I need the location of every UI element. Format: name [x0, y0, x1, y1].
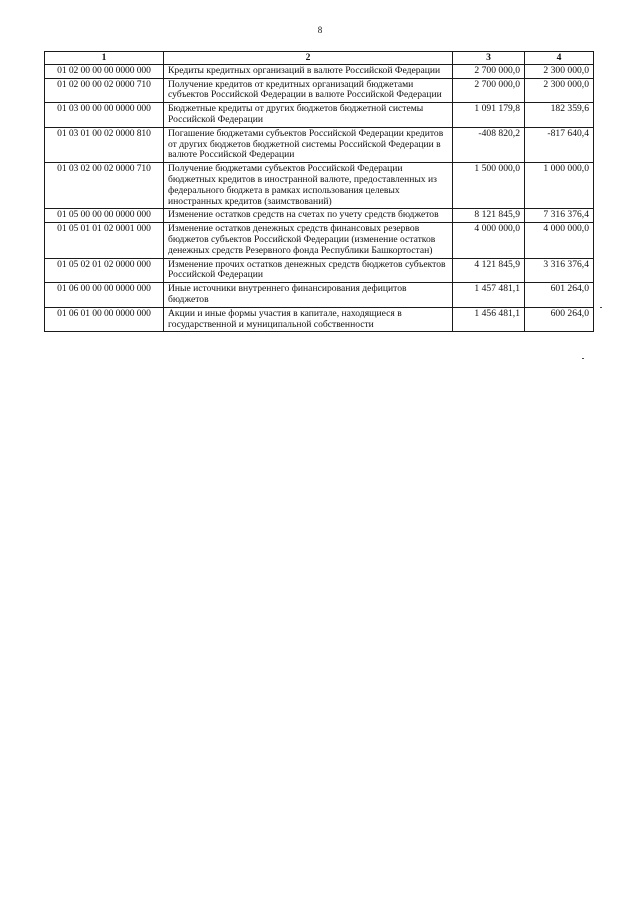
budget-code-cell: 01 05 00 00 00 0000 000 [45, 209, 164, 223]
budget-code-cell: 01 06 01 00 00 0000 000 [45, 307, 164, 332]
item-name-cell: Погашение бюджетами субъектов Российской Федерации кредитов от других бюджетов бюджетной системы Российской Федерации в валюте Российской Федерации [164, 127, 453, 162]
column-header-3: 3 [453, 52, 525, 65]
scan-speck [600, 307, 602, 308]
table-row [45, 127, 594, 162]
table-row [45, 283, 594, 308]
budget-code-cell: 01 03 02 00 02 0000 710 [45, 163, 164, 209]
amount-column-3-cell: 4 000 000,0 [453, 223, 525, 258]
amount-column-3-cell: 2 700 000,0 [453, 78, 525, 103]
amount-column-4-cell: 601 264,0 [525, 283, 594, 308]
item-name-cell: Кредиты кредитных организаций в валюте Российской Федерации [164, 64, 453, 78]
amount-column-4-cell: 182 359,6 [525, 103, 594, 128]
budget-sources-table [44, 51, 594, 332]
amount-column-4-cell: 2 300 000,0 [525, 64, 594, 78]
table-row [45, 163, 594, 209]
amount-column-3-cell: -408 820,2 [453, 127, 525, 162]
budget-code-cell: 01 06 00 00 00 0000 000 [45, 283, 164, 308]
budget-code-cell: 01 02 00 00 00 0000 000 [45, 64, 164, 78]
item-name-cell: Получение кредитов от кредитных организаций бюджетами субъектов Российской Федерации в валюте Российской Федерации [164, 78, 453, 103]
table-row [45, 223, 594, 258]
budget-code-cell: 01 02 00 00 02 0000 710 [45, 78, 164, 103]
item-name-cell: Акции и иные формы участия в капитале, находящиеся в государственной и муниципальной собственности [164, 307, 453, 332]
item-name-cell: Изменение остатков денежных средств финансовых резервов бюджетов субъектов Российской Федерации (изменение остатков денежных средств Резервного фонда Республики Башкортостан) [164, 223, 453, 258]
scan-speck [582, 358, 584, 359]
amount-column-3-cell: 1 457 481,1 [453, 283, 525, 308]
amount-column-4-cell: 2 300 000,0 [525, 78, 594, 103]
item-name-cell: Изменение прочих остатков денежных средств бюджетов субъектов Российской Федерации [164, 258, 453, 283]
amount-column-4-cell: 7 316 376,4 [525, 209, 594, 223]
budget-code-cell: 01 05 02 01 02 0000 000 [45, 258, 164, 283]
amount-column-4-cell: 4 000 000,0 [525, 223, 594, 258]
table-row [45, 258, 594, 283]
amount-column-3-cell: 8 121 845,9 [453, 209, 525, 223]
budget-code-cell: 01 05 01 01 02 0001 000 [45, 223, 164, 258]
amount-column-4-cell: 3 316 376,4 [525, 258, 594, 283]
item-name-cell: Изменение остатков средств на счетах по учету средств бюджетов [164, 209, 453, 223]
amount-column-4-cell: -817 640,4 [525, 127, 594, 162]
item-name-cell: Бюджетные кредиты от других бюджетов бюджетной системы Российской Федерации [164, 103, 453, 128]
amount-column-4-cell: 1 000 000,0 [525, 163, 594, 209]
item-name-cell: Получение бюджетами субъектов Российской Федерации бюджетных кредитов в иностранной валюте, предоставленных из федерального бюджета в рамках использования целевых иностранных кредитов (заимствований) [164, 163, 453, 209]
page-number: 8 [317, 25, 323, 35]
item-name-cell: Иные источники внутреннего финансирования дефицитов бюджетов [164, 283, 453, 308]
amount-column-3-cell: 1 091 179,8 [453, 103, 525, 128]
table-row [45, 78, 594, 103]
amount-column-3-cell: 2 700 000,0 [453, 64, 525, 78]
table-row [45, 307, 594, 332]
table-row [45, 103, 594, 128]
column-header-4: 4 [525, 52, 594, 65]
table-row [45, 64, 594, 78]
budget-code-cell: 01 03 00 00 00 0000 000 [45, 103, 164, 128]
table-row [45, 209, 594, 223]
column-header-2: 2 [164, 52, 453, 65]
amount-column-4-cell: 600 264,0 [525, 307, 594, 332]
amount-column-3-cell: 4 121 845,9 [453, 258, 525, 283]
amount-column-3-cell: 1 500 000,0 [453, 163, 525, 209]
budget-code-cell: 01 03 01 00 02 0000 810 [45, 127, 164, 162]
amount-column-3-cell: 1 456 481,1 [453, 307, 525, 332]
column-header-1: 1 [45, 52, 164, 65]
table-header-row [45, 52, 594, 65]
